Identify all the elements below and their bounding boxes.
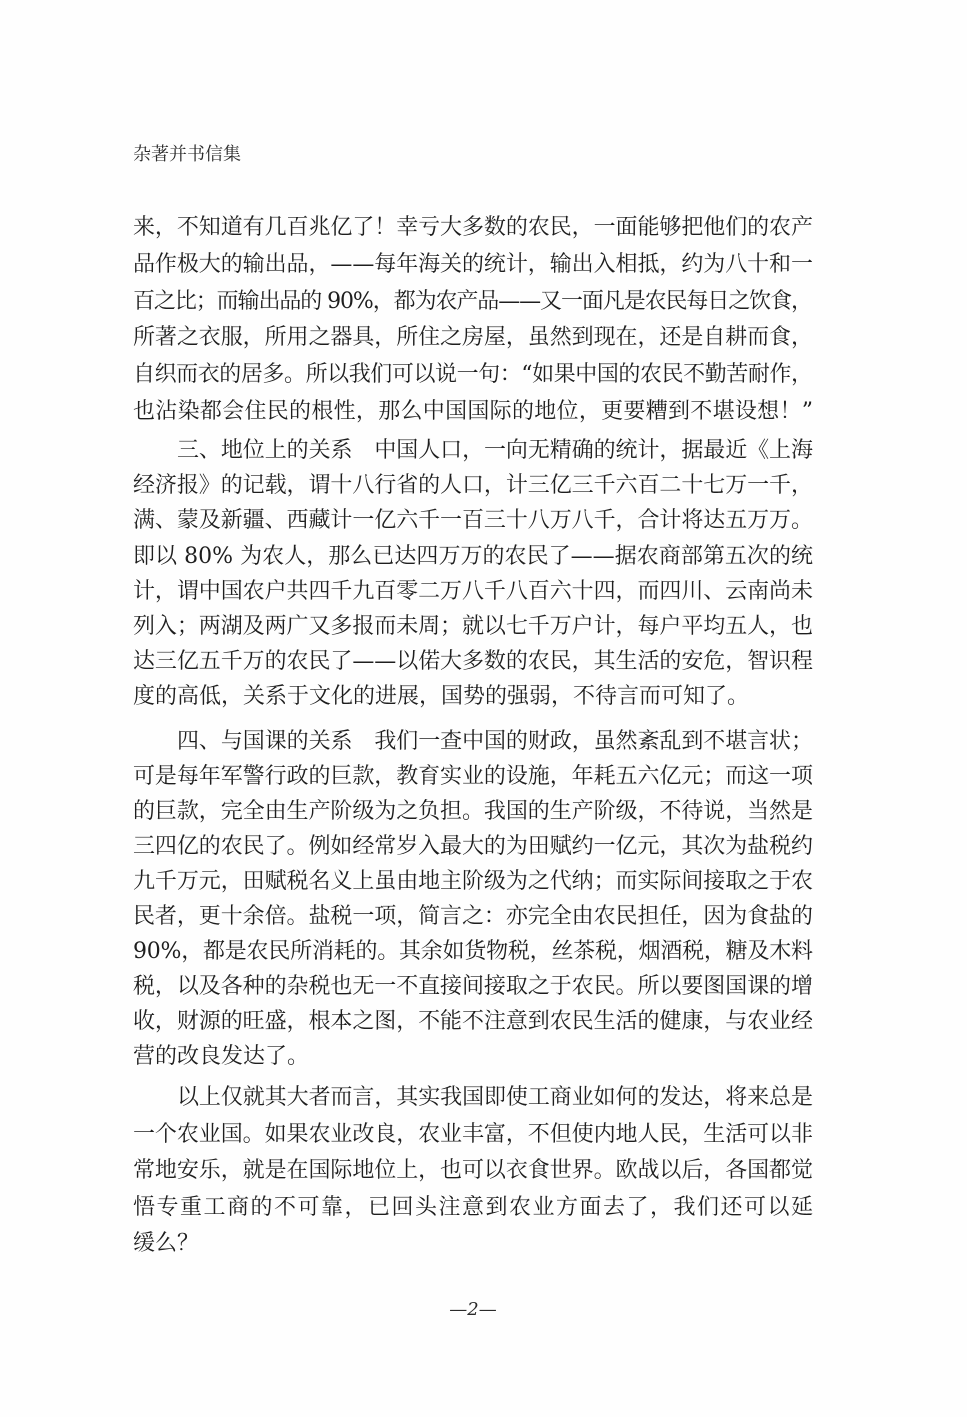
paragraph-3 (133, 724, 813, 1074)
text-line: 即以 80% 为农人，那么已达四万万的农民了——据农商部第五次的统 (133, 543, 814, 569)
text-line: 计，谓中国农户共四千九百零二万八千八百六十四，而四川、云南尚未 (133, 578, 813, 604)
text-line: 也沾染都会住民的根性，那么中国国际的地位，更要糟到不堪设想！” (133, 398, 814, 424)
text-line: 一个农业国。如果农业改良，农业丰富，不但使内地人民，生活可以非 (133, 1121, 813, 1147)
text-line: 以上仅就其大者而言，其实我国即使工商业如何的发达，将来总是 (177, 1085, 813, 1110)
running-title: 杂著并书信集 (133, 144, 241, 165)
text-line: 悟专重工商的不可靠，已回头注意到农业方面去了，我们还可以延 (133, 1194, 815, 1220)
text-line: 所著之衣服，所用之器具，所住之房屋，虽然到现在，还是自耕而食， (133, 325, 813, 351)
text-line: 品作极大的输出品，——每年海关的统计，输出入相抵，约为八十和一 (133, 251, 813, 277)
text-line: 营的改良发达了。 (133, 1044, 310, 1069)
text-line: 列入；两湖及两广又多报而未周；就以七千万户计，每户平均五人，也 (133, 613, 813, 639)
text-line: 90%，都是农民所消耗的。其余如货物税，丝茶税，烟酒税，糖及木料 (133, 939, 813, 964)
text-line: 三四亿的农民了。例如经常岁入最大的为田赋约一亿元，其次为盐税约 (133, 834, 813, 859)
paragraph-1 (133, 210, 813, 431)
text-line: 可是每年军警行政的巨款，教育实业的设施，年耗五六亿元；而这一项 (133, 764, 813, 789)
text-line: 来，不知道有几百兆亿了！幸亏大多数的农民，一面能够把他们的农产 (133, 215, 813, 240)
page-number: —2— (449, 1299, 497, 1320)
text-line: 百之比；而输出品的 90%，都为农产品——又一面凡是农民每日之饮食， (133, 288, 812, 314)
text-line: 税，以及各种的杂税也无一不直接间接取之于农民。所以要图国课的增 (133, 974, 813, 999)
text-line: 四、与国课的关系 我们一查中国的财政，虽然紊乱到不堪言状； (177, 729, 813, 754)
text-line: 经济报》的记载，谓十八行省的人口，计三亿三千六百二十七万一千， (133, 473, 813, 499)
paragraph-4 (133, 1080, 813, 1263)
text-line: 满、蒙及新疆、西藏计一亿六千一百三十八万八千，合计将达五万万。 (133, 508, 813, 534)
paragraph-2 (133, 433, 813, 715)
text-line: 的巨款，完全由生产阶级为之负担。我国的生产阶级，不待说，当然是 (133, 799, 813, 824)
text-line: 民者，更十余倍。盐税一项，简言之：亦完全由农民担任，因为食盐的 (133, 904, 813, 929)
text-line: 常地安乐，就是在国际地位上，也可以衣食世界。欧战以后，各国都觉 (133, 1158, 813, 1183)
text-line: 度的高低，关系于文化的进展，国势的强弱，不待言而可知了。 (133, 684, 750, 710)
text-line: 达三亿五千万的农民了——以偌大多数的农民，其生活的安危，智识程 (133, 649, 813, 675)
text-line: 缓么？ (133, 1231, 200, 1256)
text-line: 九千万元，田赋税名义上虽由地主阶级为之代纳；而实际间接取之于农 (133, 869, 813, 894)
text-line: 自织而衣的居多。所以我们可以说一句：“如果中国的农民不勤苦耐作， (133, 362, 813, 388)
text-line: 三、地位上的关系 中国人口，一向无精确的统计，据最近《上海 (177, 438, 813, 463)
text-line: 收，财源的旺盛，根本之图，不能不注意到农民生活的健康，与农业经 (133, 1009, 813, 1034)
